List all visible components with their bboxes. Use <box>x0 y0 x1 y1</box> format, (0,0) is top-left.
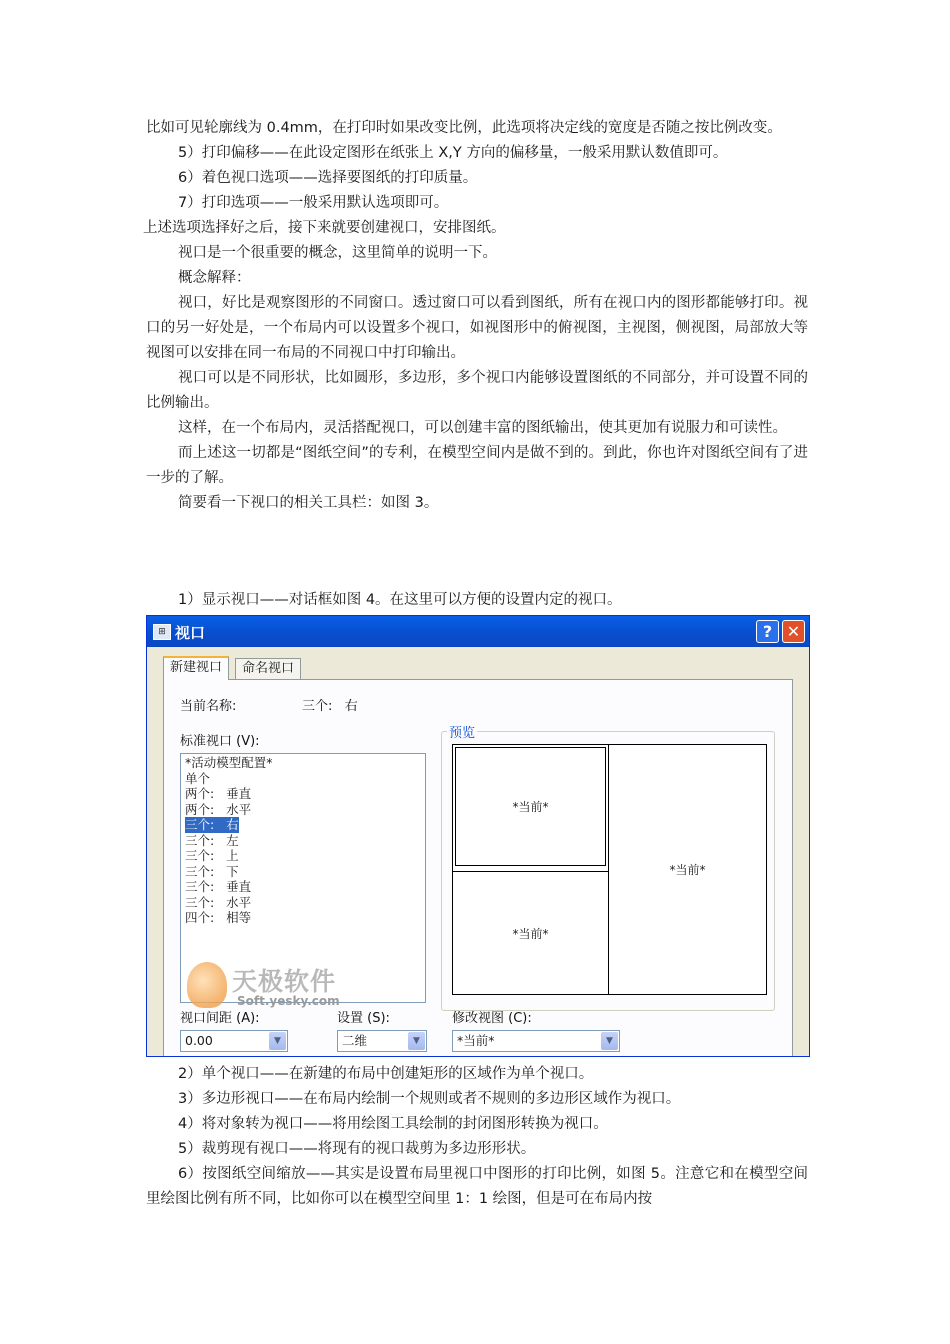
list-item-label: *活动模型配置* <box>185 755 273 770</box>
list-item-label: 三个: 上 <box>185 848 239 863</box>
list-item[interactable] <box>185 848 421 864</box>
list-item[interactable] <box>185 879 421 895</box>
setup-label: 设置 (S): <box>337 1011 390 1026</box>
paragraph: 视口可以是不同形状，比如圆形，多边形，多个视口内能够设置图纸的不同部分，并可设置不同的比例输出。 <box>146 370 808 411</box>
setup-select[interactable] <box>337 1030 427 1052</box>
help-button[interactable]: ? <box>756 620 779 643</box>
list-item-label: 三个: 垂直 <box>185 879 252 894</box>
standard-viewports-list[interactable] <box>180 753 426 1003</box>
chevron-down-icon[interactable]: ▼ <box>269 1032 286 1050</box>
list-item-label: 四个: 相等 <box>185 910 252 925</box>
viewport-label: *当前* <box>512 800 549 814</box>
list-item-label: 三个: 水平 <box>185 894 252 910</box>
preview-viewport-right <box>608 744 767 995</box>
document-body-bottom <box>146 1062 808 1212</box>
standard-viewports-label: 标准视口 (V): <box>180 734 260 749</box>
paragraph: 视口，好比是观察图形的不同窗口。透过窗口可以看到图纸，所有在视口内的图形都能够打印。视口的另一好处是，一个布局内可以设置多个视口，如视图形中的俯视图，主视图，侧视图，局部放大等视图可以安排在同一布局的不同视口中打印输出。 <box>146 295 808 361</box>
viewport-dialog <box>146 615 810 1057</box>
tab-named-viewport[interactable]: 命名视口 <box>235 658 301 680</box>
watermark-text: 天极软件 <box>232 967 337 996</box>
current-name-value: 三个: 右 <box>302 699 358 714</box>
viewport-spacing-label: 视口间距 (A): <box>180 1011 260 1026</box>
paragraph: 3）多边形视口——在布局内绘制一个规则或者不规则的多边形区域作为视口。 <box>178 1091 681 1107</box>
dialog-title: 视口 <box>175 624 206 642</box>
list-item[interactable] <box>185 755 421 771</box>
paragraph: 6）着色视口选项——选择要图纸的打印质量。 <box>178 170 478 186</box>
preview-viewport-bottom-left <box>452 871 609 995</box>
preview-label: 预览 <box>447 722 477 741</box>
paragraph: 7）打印选项——一般采用默认选项即可。 <box>178 195 449 211</box>
viewport-label: *当前* <box>669 863 706 877</box>
viewport-spacing-input[interactable] <box>180 1030 288 1052</box>
spacing-value: 0.00 <box>185 1033 213 1048</box>
close-button[interactable]: ✕ <box>782 620 805 643</box>
list-item-label: 单个 <box>185 770 211 786</box>
paragraph: 上述选项选择好之后，接下来就要创建视口，安排图纸。 <box>143 220 506 236</box>
modify-view-select[interactable] <box>452 1030 620 1052</box>
list-item[interactable] <box>185 864 421 880</box>
chevron-down-icon[interactable]: ▼ <box>408 1032 425 1050</box>
paragraph: 1）显示视口——对话框如图 4。在这里可以方便的设置内定的视口。 <box>178 592 622 608</box>
list-item[interactable] <box>185 895 421 911</box>
tab-new-viewport[interactable]: 新建视口 <box>163 656 229 680</box>
document-body-top <box>143 116 808 516</box>
modify-view-value: *当前* <box>457 1033 495 1048</box>
intro-item <box>146 588 808 613</box>
list-item[interactable] <box>185 817 421 833</box>
paragraph: 比如可见轮廓线为 0.4mm，在打印时如果改变比例，此选项将决定线的宽度是否随之按比例改变。 <box>146 120 782 136</box>
paragraph: 5）裁剪现有视口——将现有的视口裁剪为多边形形状。 <box>178 1141 536 1157</box>
paragraph: 6）按图纸空间缩放——其实是设置布局里视口中图形的打印比例，如图 5。注意它和在模型空间里绘图比例有所不同，比如你可以在模型空间里 1：1 绘图，但是可在布局内按 <box>146 1166 808 1207</box>
paragraph: 5）打印偏移——在此设定图形在纸张上 X,Y 方向的偏移量，一般采用默认数值即可。 <box>178 145 728 161</box>
list-item[interactable] <box>185 771 421 787</box>
list-item-label: 三个: 左 <box>185 832 239 848</box>
list-item-label: 三个: 右 <box>185 817 239 832</box>
paragraph: 2）单个视口——在新建的布局中创建矩形的区域作为单个视口。 <box>178 1066 594 1082</box>
paragraph: 4）将对象转为视口——将用绘图工具绘制的封闭图形转换为视口。 <box>178 1116 608 1132</box>
paragraph: 这样，在一个布局内，灵活搭配视口，可以创建丰富的图纸输出，使其更加有说服力和可读性。 <box>178 420 787 436</box>
list-item[interactable] <box>185 802 421 818</box>
paragraph: 视口是一个很重要的概念，这里简单的说明一下。 <box>178 245 497 261</box>
dialog-app-icon: ⊞ <box>153 624 171 640</box>
current-name-label: 当前名称: <box>180 699 237 714</box>
dialog-titlebar[interactable] <box>147 616 809 647</box>
list-item[interactable] <box>185 833 421 849</box>
modify-view-label: 修改视图 (C): <box>452 1011 532 1026</box>
preview-viewport-top-left <box>455 747 606 866</box>
viewport-label: *当前* <box>512 926 549 941</box>
setup-value: 二维 <box>342 1033 368 1048</box>
preview-area <box>452 744 767 995</box>
list-item[interactable] <box>185 910 421 926</box>
chevron-down-icon[interactable]: ▼ <box>601 1032 618 1050</box>
list-item-label: 三个: 下 <box>185 863 239 879</box>
list-item-label: 两个: 水平 <box>185 801 252 817</box>
paragraph: 概念解释： <box>178 270 251 286</box>
watermark-subtext: Soft.yesky.com <box>237 994 340 1008</box>
list-item-label: 两个: 垂直 <box>185 786 252 801</box>
paragraph: 而上述这一切都是“图纸空间”的专利，在模型空间内是做不到的。到此，你也许对图纸空间有了进一步的了解。 <box>146 445 808 486</box>
list-item[interactable] <box>185 786 421 802</box>
paragraph: 简要看一下视口的相关工具栏：如图 3。 <box>178 495 439 511</box>
